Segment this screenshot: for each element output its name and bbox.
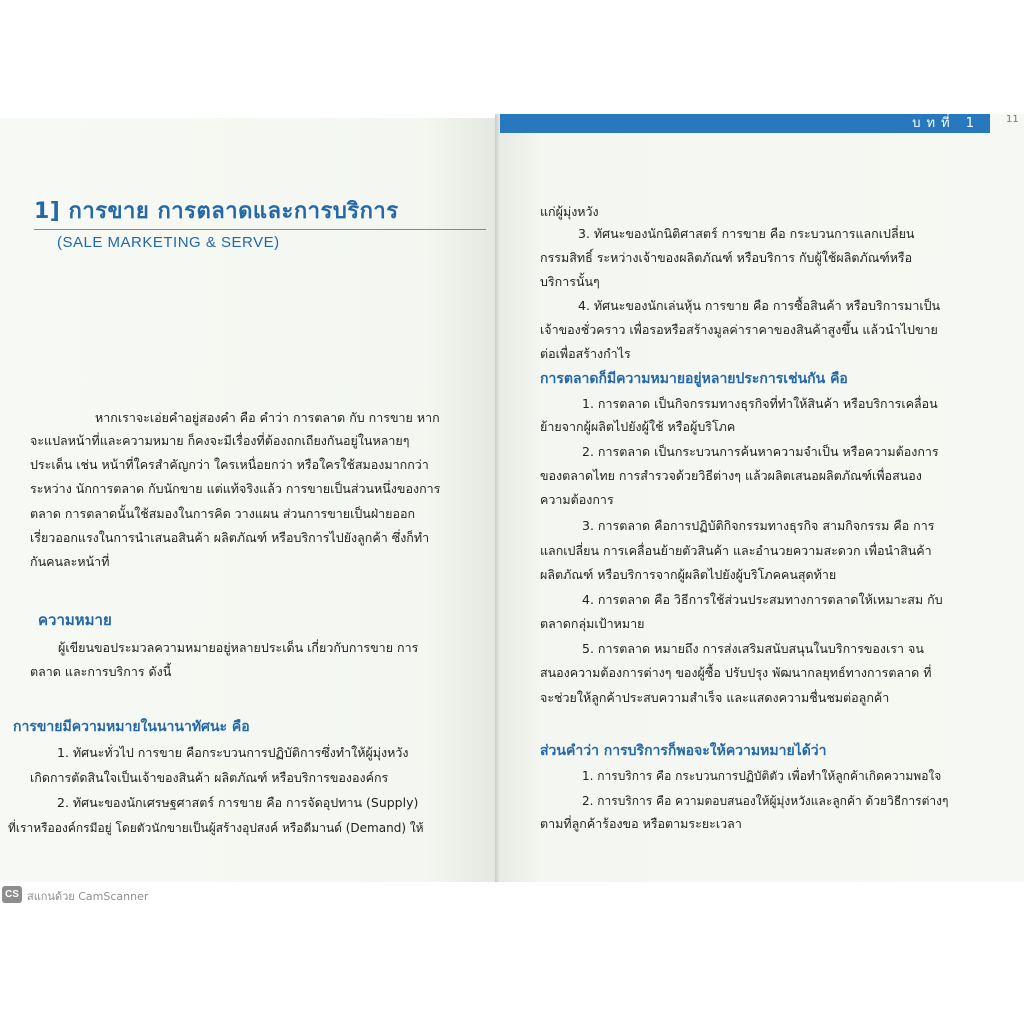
intro-line: ระหว่าง นักการตลาด กับนักขาย แต่แท้จริงแล้ว การขายเป็นส่วนหนึ่งของการ	[30, 481, 441, 496]
sale-cont-line: เจ้าของชั่วคราว เพื่อรอหรือสร้างมูลค่าราคาของสินค้าสูงขึ้น แล้วนำไปขาย	[540, 322, 938, 337]
meaning-heading: ความหมาย	[38, 611, 112, 629]
intro-line: จะแปลหน้าที่และความหมาย ก็คงจะมีเรื่องที่ต้องถกเถียงกันอยู่ในหลายๆ	[30, 433, 410, 448]
sale-line: เกิดการตัดสินใจเป็นเจ้าของสินค้า ผลิตภัณฑ์ หรือบริการขององค์กร	[30, 770, 389, 785]
chapter-header-text: บทที่ 1	[912, 116, 980, 131]
book-gutter	[495, 114, 501, 882]
sale-cont-line: 3. ทัศนะของนักนิติศาสตร์ การขาย คือ กระบวนการแลกเปลี่ยน	[578, 226, 915, 241]
service-line: ตามที่ลูกค้าร้องขอ หรือตามระยะเวลา	[540, 816, 742, 831]
service-line: 2. การบริการ คือ ความตอบสนองให้ผู้มุ่งหวังและลูกค้า ด้วยวิธีการต่างๆ	[582, 794, 949, 808]
page-number: 11	[1006, 114, 1019, 125]
chapter-header-bar	[500, 114, 990, 133]
sale-cont-line: แก่ผู้มุ่งหวัง	[540, 204, 599, 219]
marketing-line: ตลาดกลุ่มเป้าหมาย	[540, 616, 645, 631]
left-page	[0, 118, 497, 882]
marketing-line: ของตลาดไทย การสำรวจด้วยวิธีต่างๆ แล้วผลิตเสนอผลิตภัณฑ์เพื่อสนอง	[540, 468, 922, 483]
chapter-title: 1] การขาย การตลาดและการบริการ	[34, 199, 399, 224]
intro-line: ประเด็น เช่น หน้าที่ใครสำคัญกว่า ใครเหนื่อยกว่า หรือใครใช้สมองมากกว่า	[30, 457, 429, 472]
sale-cont-line: ต่อเพื่อสร้างกำไร	[540, 346, 631, 361]
sale-cont-line: กรรมสิทธิ์ ระหว่างเจ้าของผลิตภัณฑ์ หรือบริการ กับผู้ใช้ผลิตภัณฑ์หรือ	[540, 250, 913, 265]
marketing-line: 4. การตลาด คือ วิธีการใช้ส่วนประสมทางการตลาดให้เหมาะสม กับ	[582, 592, 943, 607]
camscanner-logo-icon: CS	[2, 886, 22, 903]
sale-line: ที่เราหรือองค์กรมีอยู่ โดยตัวนักขายเป็นผู้สร้างอุปสงค์ หรือดีมานด์ (Demand) ให้	[8, 821, 424, 835]
marketing-line: 2. การตลาด เป็นกระบวนการค้นหาความจำเป็น หรือความต้องการ	[582, 444, 939, 459]
marketing-line: 3. การตลาด คือการปฏิบัติกิจกรรมทางธุรกิจ สามกิจกรรม คือ การ	[582, 518, 935, 533]
service-heading: ส่วนคำว่า การบริการก็พอจะให้ความหมายได้ว่า	[540, 743, 827, 759]
intro-line: ตลาด การตลาดนั้นใช้สมองในการคิด วางแผน ส่วนการขายเป็นฝ่ายออก	[30, 506, 416, 521]
sale-line: 2. ทัศนะของนักเศรษฐศาสตร์ การขาย คือ การจัดอุปทาน (Supply)	[57, 795, 419, 810]
service-line: 1. การบริการ คือ กระบวนการปฏิบัติตัว เพื่อทำให้ลูกค้าเกิดความพอใจ	[582, 769, 942, 783]
marketing-line: ย้ายจากผู้ผลิตไปยังผู้ใช้ หรือผู้บริโภค	[540, 419, 736, 434]
scan-footer	[0, 882, 1024, 1024]
meaning-line: ผู้เขียนขอประมวลความหมายอยู่หลายประเด็น เกี่ยวกับการขาย การ	[58, 640, 419, 655]
sale-line: 1. ทัศนะทั่วไป การขาย คือกระบวนการปฏิบัติการซึ่งทำให้ผู้มุ่งหวัง	[57, 745, 409, 760]
marketing-line: จะช่วยให้ลูกค้าประสบความสำเร็จ และแสดงความชื่นชมต่อลูกค้า	[540, 690, 890, 705]
sale-cont-line: 4. ทัศนะของนักเล่นหุ้น การขาย คือ การซื้อสินค้า หรือบริการมาเป็น	[578, 298, 941, 313]
intro-line: หากเราจะเอ่ยคำอยู่สองคำ คือ คำว่า การตลาด กับ การขาย หาก	[95, 410, 440, 425]
marketing-line: สนองความต้องการต่างๆ ของผู้ซื้อ ปรับปรุง พัฒนากลยุทธ์ทางการตลาด ที่	[540, 665, 932, 680]
marketing-heading: การตลาดก็มีความหมายอยู่หลายประการเช่นกัน คือ	[540, 371, 848, 387]
camscanner-watermark: สแกนด้วย CamScanner	[27, 890, 149, 903]
marketing-line: ความต้องการ	[540, 492, 614, 507]
sale-cont-line: บริการนั้นๆ	[540, 274, 600, 289]
sale-heading: การขายมีความหมายในนานาทัศนะ คือ	[13, 719, 250, 735]
marketing-line: 5. การตลาด หมายถึง การส่งเสริมสนับสนุนในบริการของเรา จน	[582, 641, 924, 656]
meaning-line: ตลาด และการบริการ ดังนี้	[30, 664, 172, 679]
title-underline	[34, 229, 486, 230]
intro-line: เรี่ยวออกแรงในการนำเสนอสินค้า ผลิตภัณฑ์ หรือบริการไปยังลูกค้า ซึ่งก็ทำ	[30, 530, 430, 545]
marketing-line: 1. การตลาด เป็นกิจกรรมทางธุรกิจที่ทำให้สินค้า หรือบริการเคลื่อน	[582, 396, 938, 411]
intro-line: กันคนละหน้าที่	[30, 554, 110, 569]
marketing-line: ผลิตภัณฑ์ หรือบริการจากผู้ผลิตไปยังผู้บริโภคคนสุดท้าย	[540, 567, 837, 582]
marketing-line: แลกเปลี่ยน การเคลื่อนย้ายตัวสินค้า และอำนวยความสะดวก เพื่อนำสินค้า	[540, 543, 932, 558]
chapter-subtitle: (SALE MARKETING & SERVE)	[57, 234, 280, 251]
